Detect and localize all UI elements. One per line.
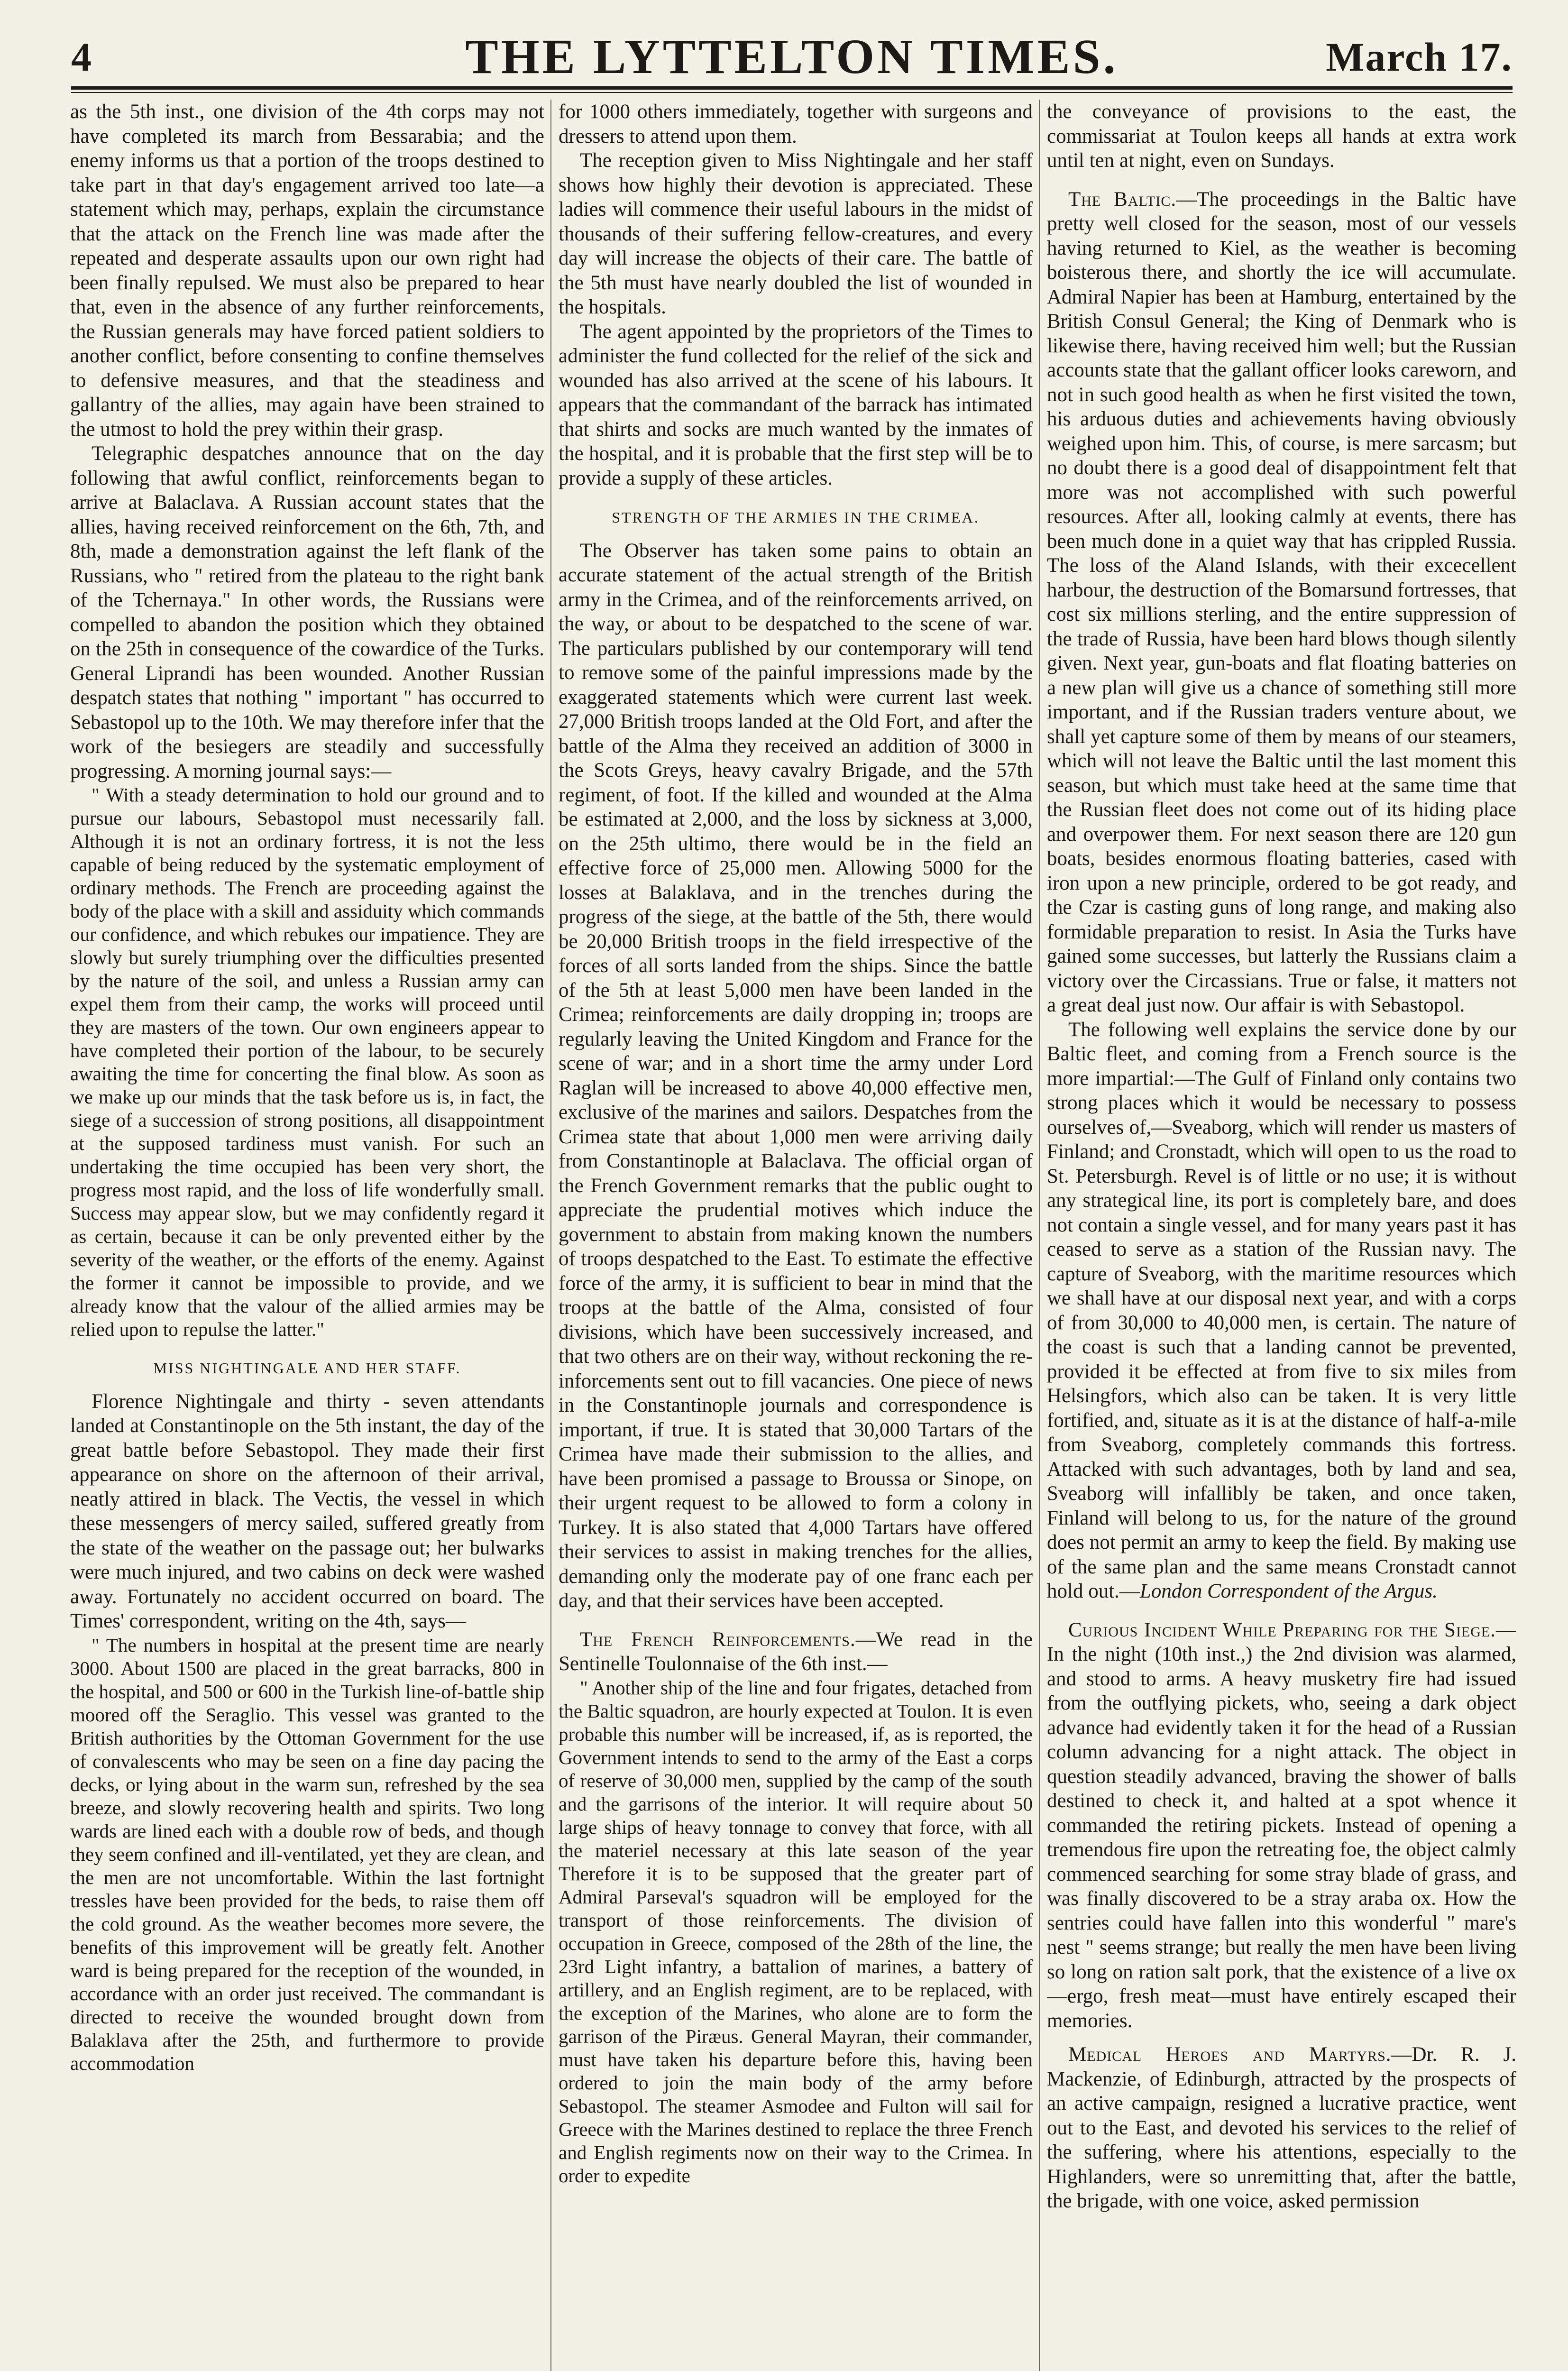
article-quote: " The numbers in hospital at the present time are nearly 3000. About 1500 are placed in the great barracks, 800 in the hospital, and 500 or 600 in the Turkish line-of-battle ship moored off the Seraglio. This vessel was granted to the British authorities by the Ottoman Government for the use of convalescents who may be seen on a fine day pacing the decks, or lying about in the warm sun, refreshed by the sea breeze, and slowly recovering health and spirits. Two long wards are lined each with a double row of beds, and though they seem confined and ill-ventilated, yet they are clean, and the men are not uncomfortable. Within the last fortnight tressles have been provided for the beds, to raise them off the cold ground. As the weather becomes more severe, the benefits of this improvement will be greatly felt. Another ward is being prepared for the reception of the wounded, in accordance with an order just received. The commandant is directed to receive the wounded brought down from Balaklava after the 25th, and furthermore to provide accommodation [70,1634,544,2074]
article-paragraph [559,1627,1033,1676]
article-lead: Medical Heroes and Martyrs. [1068,2043,1392,2066]
article-quote: " Another ship of the line and four frigates, detached from the Baltic squadron, are hourly expected at Toulon. It is even probable this number will be increased, if, as is reported, the Government intends to send to the army of the East a corps of reserve of 30,000 men, supplied by the camp of the south and the garrisons of the interior. It will require about 50 large ships of heavy tonnage to convey that force, with all the materiel necessary at this late season of the year Therefore it is to be supposed that the greater part of Admiral Parseval's squadron will be employed for the transport of those reinforcements. The division of occupation in Greece, composed of the 28th of the line, the 23rd Light infantry, a battalion of marines, a battery of artillery, and an English regiment, are to be replaced, with the exception of the Marines, who alone are to form the garrison of the Piræus. General Mayran, their commander, must have taken his departure before this, having been ordered to join the main body of the army before Sebastopol. The steamer Asmodee and Fulton will sail for Greece with the Marines destined to replace the three French and English regiments now on their way to the Crimea. In order to expedite [559,1676,1033,2187]
article-paragraph: Telegraphic despatches announce that on the day following that awful conflict, reinforcements began to arrive at Balaclava. A Russian account states that the allies, having received reinforcement on the 6th, 7th, and 8th, made a demonstration against the left flank of the Russians, who " retired from the plateau to the right bank of the Tchernaya." In other words, the Russians were compelled to abandon the position which they obtained on the 25th in consequence of the cowardice of the Turks. General Liprandi has been wounded. Another Russian despatch states that nothing " important " has occurred to Sebastopol up to the 10th. We may therefore infer that the work of the besiegers are steadily and successfully progressing. A morning journal says:— [70,442,544,782]
issue-date: March 17. [1326,34,1513,80]
article-paragraph: The Observer has taken some pains to obtain an accurate statement of the actual strength of the British army in the Crimea, and of the reinforcements arrived, on the way, or about to be despatched to the scene of war. The particulars published by our contemporary will tend to remove some of the painful impressions made by the exaggerated statements which were current last week. 27,000 British troops landed at the Old Fort, and after the battle of the Alma they received an addition of 3000 in the Scots Greys, heavy cavalry Brigade, and the 57th regiment, of foot. If the killed and wounded at the Alma be estimated at 2,000, and the loss by sickness at 3,000, on the 25th ultimo, there would be in the field an effective force of 25,000 men. Allowing 5000 for the losses at Balaklava, and in the trenches during the progress of the siege, at the battle of the 5th, there would be 20,000 British troops in the field irrespective of the forces of all sorts landed from the ships. Since the battle of the 5th at least 5,000 men have been landed in the Crimea; reinforcements are daily dropping in; troops are regularly leaving the United Kingdom and France for the scene of war; and in a short time the army under Lord Raglan will be increased to above 40,000 effective men, exclusive of the marines and sailors. Despatches from the Crimea state that about 1,000 men were arriving daily from Constantinople at Balaclava. The official organ of the French Government remarks that the public ought to appreciate the prudential motives which induce the government to abstain from making known the numbers of troops despatched to the East. To estimate the effective force of the army, it is sufficient to bear in mind that the troops at the battle of the Alma, consisted of four divisions, which have been successively increased, and that two others are on their way, without reckoning the re-inforcements sent out to fill vacancies. One piece of news in the Constantinople journals and correspondence is important, if true. It is stated that 30,000 Tartars of the Crimea have made their submission to the allies, and have been promised a passage to Broussa or Sinope, on their urgent request to be allowed to form a colony in Turkey. It is also stated that 4,000 Tartars have offered their services to assist in making trenches for the allies, demanding only the moderate pay of one franc each per day, and that their services have been accepted. [559,539,1033,1612]
header-rule [71,86,1513,90]
article-paragraph [1047,1618,1516,2033]
column-divider [550,100,551,2371]
article-paragraph [1047,1018,1516,1604]
column-2 [559,100,1033,2371]
header-rule-thin [71,92,1513,93]
article-text: —In the night (10th inst.,) the 2nd division was alarmed, and stood to arms. A heavy musketry fire had issued from the outflying pickets, who, seeing a dark object advance had evidently taken it for the head of a Russian column advancing for a night attack. The object in question steadily advanced, braving the shower of balls destined to check it, and halted at a spot whence it commanded the retiring pickets. Instead of opening a tremendous fire upon the retreating foe, the object calmly commenced searching for some stray blade of grass, and was finally discovered to be a stray araba ox. How the sentries could have fallen into this wonderful " mare's nest " seems strange; but really the men have been living so long on ration salt pork, that the existence of a live ox —ergo, fresh meat—must have entirely escaped their memories. [1047,1618,1516,2032]
article-text: The following well explains the service done by our Baltic fleet, and coming from a French source is the more impartial:—The Gulf of Finland only contains two strong places which it would be necessary to possess ourselves of,—Sveaborg, which will render us masters of Finland; and Cronstadt, which will open to us the road to St. Petersburgh. Revel is of little or no use; it is without any strategical line, its port is completely bare, and does not contain a single vessel, and for many years past it has ceased to serve as a station of the Russian navy. The capture of Sveaborg, with the maritime resources which we shall have at our disposal next year, and with a corps of from 30,000 to 40,000 men, is certain. The nature of the coast is such that a landing cannot be prevented, provided it be effected at from five to six miles from Helsingfors, which also can be taken. It is very little fortified, and, situate as it is at the distance of half-a-mile from Sveaborg, completely commands this fortress. Attacked with such advantages, both by land and sea, Sveaborg will infallibly be taken, and once taken, Finland will belong to us, for the nature of the ground does not permit an army to keep the field. By making use of the same plan and the same means Cronstadt cannot hold out.— [1047,1018,1516,1602]
article-paragraph: for 1000 others immediately, together with surgeons and dressers to attend upon them. [559,101,1033,147]
article-paragraph: The agent appointed by the proprietors of the Times to administer the fund collected for the relief of the sick and wounded has also arrived at the scene of his labours. It appears that the commandant of the barrack has intimated that shirts and socks are much wanted by the inmates of the hospital, and it is probable that the first step will be to provide a supply of these articles. [559,320,1033,489]
masthead-title: THE LYTTELTON TIMES. [465,29,1119,84]
article-text: —Dr. R. J. Mackenzie, of Edinburgh, attracted by the prospects of an active campaign, resigned a lucrative practice, went out to the East, and devoted his services to the relief of the suffering, where his attentions, especially to the Highlanders, were so unremitting that, after the battle, the brigade, with one voice, asked permission [1047,2043,1516,2212]
page-number: 4 [71,34,92,80]
article-credit: London Correspondent of the Argus. [1139,1580,1438,1602]
article-paragraph [1047,2042,1516,2214]
article-quote: " With a steady determination to hold our ground and to pursue our labours, Sebastopol must necessarily fall. Although it is not an ordinary fortress, it is not the less capable of being reduced by the systematic employment of ordinary methods. The French are proceeding against the body of the place with a skill and assiduity which commands our confidence, and which rebukes our impatience. They are slowly but surely triumphing over the difficulties presented by the nature of the soil, and unless a Russian army can expel them from their camp, the works will proceed until they are masters of the town. Our own engineers appear to have completed their portion of the labour, to be securely awaiting the time for concerting the final blow. As soon as we make up our minds that the task before us is, in fact, the siege of a succession of strong positions, all disappointment at the supposed tardiness must vanish. For such an undertaking the time occupied has been very short, the progress most rapid, and the loss of life wonderfully small. Success may appear slow, but we may confidently regard it as certain, because it can be only prevented either by the severity of the weather, or the efforts of the enemy. Against the former it cannot be impossible to provide, and we already know that the valour of the allied armies may be relied upon to repulse the latter." [70,784,544,1340]
page-header [71,28,1513,90]
column-divider [1039,100,1040,2371]
article-heading: STRENGTH OF THE ARMIES IN THE CRIMEA. [612,509,980,526]
article-text: —The proceedings in the Baltic have pretty well closed for the season, most of our vessels having returned to Kiel, as the weather is becoming boisterous there, and shortly the ice will accumulate. Admiral Napier has been at Hamburg, entertained by the British Consul General; the King of Denmark who is likewise there, having received him well; but the Russian accounts state that the gallant officer looks careworn, and not in such good health as when he first visited the town, his arduous duties and achievements having obviously weighed upon him. This, of course, is mere sarcasm; but no doubt there is a good deal of disappointment felt that more was not accomplished with such powerful resources. After all, looking calmly at events, there has been much done in a quiet way that has crippled Russia. The loss of the Aland Islands, with their excecellent harbour, the destruction of the Bomarsund fortresses, that cost six millions sterling, and the entire suppression of the trade of Russia, have been hard blows though silently given. Next year, gun-boats and flat floating batteries on a new plan will give us a chance of something still more important, and if the Russian traders venture about, we shall yet capture some of them by means of our steamers, which will not leave the Baltic until the last moment this season, but which must take heed at the same time that the Russian fleet does not come out of its hiding place and overpower them. For next season there are 120 gun boats, besides enormous floating batteries, cased with iron upon a new principle, ordered to be got ready, and the Czar is casting guns of long range, and making also formidable preparation to resist. In Asia the Turks have gained some successes, but latterly the Russians claim a victory over the Circassians. True or false, it matters not a great deal just now. Our affair is with Sebastopol. [1047,188,1516,1016]
article-heading: MISS NIGHTINGALE AND HER STAFF. [153,1360,461,1377]
article-lead: Curious Incident While Preparing for the Siege. [1068,1618,1496,1641]
column-3 [1047,100,1516,2371]
article-paragraph: The reception given to Miss Nightingale and her staff shows how highly their devotion is appreciated. These ladies will commence their useful labours in the midst of thousands of their suffering fellow-creatures, and every day will increase the objects of their care. The battle of the 5th must have nearly doubled the list of wounded in the hospitals. [559,149,1033,318]
article-lead: The French Reinforcements. [580,1628,856,1651]
article-paragraph: as the 5th inst., one division of the 4th corps may not have completed its march from Bessarabia; and the enemy informs us that a portion of the troops destined to take part in that day's engagement arrived too late—a statement which may, perhaps, explain the circumstance that the attack on the French line was made after the repeated and desperate assaults upon our own right had been finally repulsed. We must also be prepared to hear that, even in the absence of any further reinforcements, the Russian generals may have forced patient soldiers to another conflict, before consenting to confine themselves to defensive measures, and that the steadiness and gallantry of the allies, may again have been strained to the utmost to hold the prey within their grasp. [70,101,544,441]
article-paragraph [1047,187,1516,1018]
article-lead: The Baltic. [1068,188,1177,211]
article-paragraph: the conveyance of provisions to the east, the commissariat at Toulon keeps all hands at extra work until ten at night, even on Sundays. [1047,101,1516,172]
article-text: —We read in the Sentinelle Toulonnaise of the 6th inst.— [559,1628,1033,1675]
column-1 [70,100,544,2371]
article-paragraph: Florence Nightingale and thirty - seven attendants landed at Constantinople on the 5th instant, the day of the great battle before Sebastopol. They made their first appearance on shore on the afternoon of their arrival, neatly attired in black. The Vectis, the vessel in which these messengers of mercy sailed, suffered greatly from the state of the weather on the passage out; her bulwarks were much injured, and two cabins on deck were washed away. Fortunately no accident occurred on board. The Times' correspondent, writing on the 4th, says— [70,1390,544,1632]
